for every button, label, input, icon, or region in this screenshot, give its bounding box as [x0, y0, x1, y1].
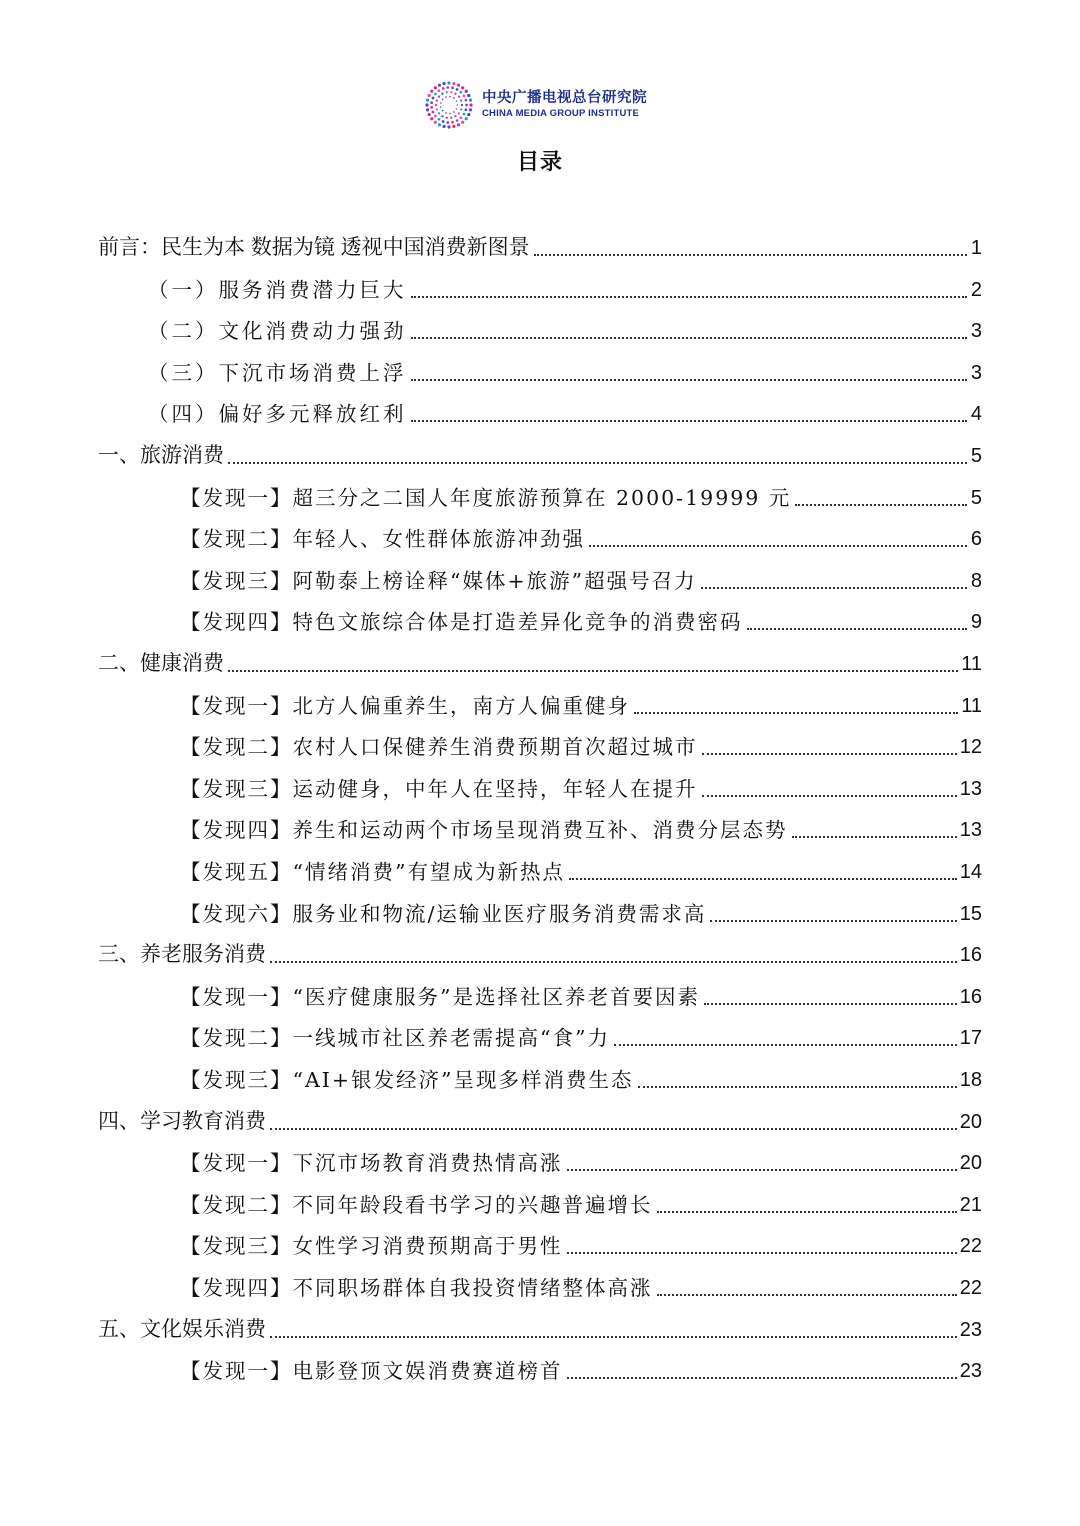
toc-dot-leader: [747, 628, 968, 630]
cmg-logo-icon: [424, 80, 474, 130]
toc-section-entry[interactable]: [98, 1307, 982, 1347]
toc-page-number: 11: [961, 653, 982, 675]
toc-section-entry[interactable]: [98, 433, 982, 473]
logo-name-en: CHINA MEDIA GROUP INSTITUTE: [482, 108, 640, 119]
toc-page-number: 6: [970, 528, 982, 551]
toc-page-number: 12: [959, 736, 982, 759]
toc-finding-entry[interactable]: [180, 891, 982, 931]
toc-entry-title: 【发现一】下沉市场教育消费热情高涨: [180, 1151, 563, 1176]
toc-entry-title: 【发现三】运动健身，中年人在坚持，年轻人在提升: [180, 776, 698, 801]
toc-dot-leader: [657, 1211, 957, 1213]
toc-finding-entry[interactable]: [180, 558, 982, 598]
toc-page-number: 20: [959, 1152, 982, 1175]
toc-finding-entry[interactable]: [180, 683, 982, 723]
toc-entry-title: （四）偏好多元释放红利: [148, 402, 407, 427]
toc-entry-title: 【发现二】年轻人、女性群体旅游冲劲强: [180, 527, 585, 552]
toc-dot-leader: [567, 1377, 957, 1379]
toc-dot-leader: [228, 670, 958, 672]
toc-dot-leader: [704, 1003, 957, 1005]
toc-subsection-entry[interactable]: [148, 350, 982, 390]
header-logo: [424, 80, 647, 130]
toc-section-entry[interactable]: [98, 225, 982, 265]
toc-entry-title: 【发现四】养生和运动两个市场呈现消费互补、消费分层态势: [180, 818, 788, 843]
toc-finding-entry[interactable]: [180, 1348, 982, 1388]
toc-entry-title: 【发现三】“AI+银发经济”呈现多样消费生态: [180, 1068, 634, 1092]
logo-text: [482, 90, 647, 120]
toc-finding-entry[interactable]: [180, 807, 982, 847]
toc-page-number: 13: [959, 777, 982, 800]
toc-dot-leader: [710, 920, 956, 922]
toc-page-number: 21: [959, 1193, 982, 1216]
toc-entry-title: 【发现三】女性学习消费预期高于男性: [180, 1234, 563, 1259]
toc-dot-leader: [270, 961, 957, 963]
toc-page-number: 5: [970, 445, 982, 467]
toc-entry-title: 【发现三】阿勒泰上榜诠释“媒体+旅游”超强号召力: [180, 568, 697, 593]
toc-dot-leader: [534, 254, 967, 256]
toc-subsection-entry[interactable]: [148, 308, 982, 348]
toc-entry-title: 【发现一】电影登顶文娱消费赛道榜首: [180, 1359, 563, 1384]
toc-entry-title: 【发现六】服务业和物流/运输业医疗服务消费需求高: [180, 901, 707, 926]
toc-dot-leader: [567, 1252, 957, 1254]
toc-finding-entry[interactable]: [180, 766, 982, 806]
toc-finding-entry[interactable]: [180, 1057, 982, 1097]
toc-page-number: 18: [959, 1069, 982, 1091]
toc-entry-title: 【发现二】农村人口保健养生消费预期首次超过城市: [180, 735, 698, 760]
toc-entry-title: 前言：民生为本 数据为镜 透视中国消费新图景: [98, 236, 530, 259]
toc-entry-title: 【发现五】“情绪消费”有望成为新热点: [180, 860, 565, 884]
toc-page-number: 2: [970, 278, 982, 301]
toc-entry-title: 一、旅游消费: [98, 444, 224, 467]
toc-dot-leader: [701, 587, 967, 589]
toc-page-number: 11: [961, 694, 982, 717]
toc-entry-title: （一）服务消费潜力巨大: [148, 277, 407, 302]
toc-page-number: 14: [959, 861, 982, 883]
toc-finding-entry[interactable]: [180, 475, 982, 515]
toc-dot-leader: [702, 795, 957, 797]
toc-page-number: 5: [970, 486, 982, 509]
toc-section-entry[interactable]: [98, 641, 982, 681]
toc-dot-leader: [792, 836, 957, 838]
toc-dot-leader: [411, 296, 968, 298]
toc-dot-leader: [411, 379, 968, 381]
toc-entry-title: （三）下沉市场消费上浮: [148, 360, 407, 385]
toc-entry-title: 【发现一】超三分之二国人年度旅游预算在 2000-19999 元: [180, 485, 792, 510]
toc-finding-entry[interactable]: [180, 1015, 982, 1055]
toc-entry-title: 【发现二】不同年龄段看书学习的兴趣普遍增长: [180, 1192, 653, 1217]
toc-page-number: 9: [970, 611, 982, 634]
toc-page-number: 16: [959, 944, 982, 967]
toc-page-number: 1: [970, 237, 982, 259]
toc-entry-title: 五、文化娱乐消费: [98, 1317, 266, 1341]
toc-entry-title: 【发现二】一线城市社区养老需提高“食”力: [180, 1026, 610, 1051]
toc-section-entry[interactable]: [98, 1099, 982, 1139]
toc-page-number: 13: [959, 819, 982, 842]
toc-page-number: 22: [959, 1235, 982, 1258]
toc-finding-entry[interactable]: [180, 724, 982, 764]
toc-entry-title: 【发现一】北方人偏重养生，南方人偏重健身: [180, 693, 630, 718]
toc-subsection-entry[interactable]: [148, 391, 982, 431]
toc-finding-entry[interactable]: [180, 1140, 982, 1180]
toc-page-number: 3: [970, 361, 982, 384]
toc-dot-leader: [270, 1336, 957, 1338]
toc-dot-leader: [589, 545, 967, 547]
toc-dot-leader: [411, 337, 968, 339]
toc-page-number: 23: [959, 1318, 982, 1341]
toc-entry-title: 四、学习教育消费: [98, 1109, 266, 1133]
toc-finding-entry[interactable]: [180, 1223, 982, 1263]
toc-page-number: 22: [959, 1277, 982, 1299]
toc-entry-title: 【发现一】“医疗健康服务”是选择社区养老首要因素: [180, 984, 700, 1009]
toc-finding-entry[interactable]: [180, 849, 982, 889]
toc-dot-leader: [567, 1169, 957, 1171]
toc-entry-title: 三、养老服务消费: [98, 943, 266, 967]
toc-finding-entry[interactable]: [180, 1182, 982, 1222]
toc-page-number: 16: [959, 985, 982, 1008]
toc-entry-title: 【发现四】特色文旅综合体是打造差异化竞争的消费密码: [180, 610, 743, 635]
toc-dot-leader: [702, 753, 957, 755]
toc-dot-leader: [270, 1128, 957, 1130]
logo-name-cn: 中央广播电视总台研究院: [482, 90, 647, 106]
page-title: 目录: [516, 149, 563, 174]
toc-dot-leader: [795, 504, 967, 506]
toc-dot-leader: [228, 462, 967, 464]
toc-finding-entry[interactable]: [180, 599, 982, 639]
toc-entry-title: 【发现四】不同职场群体自我投资情绪整体高涨: [180, 1276, 653, 1300]
toc-dot-leader: [411, 420, 968, 422]
toc-entry-title: 二、健康消费: [98, 652, 224, 675]
toc-page-number: 8: [970, 569, 982, 592]
toc-page-number: 3: [970, 320, 982, 343]
toc-finding-entry[interactable]: [180, 1265, 982, 1305]
toc-dot-leader: [638, 1086, 957, 1088]
toc-entry-title: （二）文化消费动力强劲: [148, 319, 407, 344]
toc-finding-entry[interactable]: [180, 516, 982, 556]
toc-dot-leader: [657, 1294, 957, 1296]
toc-dot-leader: [614, 1044, 957, 1046]
toc-dot-leader: [634, 712, 958, 714]
toc-dot-leader: [569, 878, 957, 880]
toc-page-number: 17: [959, 1027, 982, 1050]
toc-page-number: 4: [970, 403, 982, 426]
toc-page-number: 23: [959, 1360, 982, 1383]
toc-page-number: 20: [959, 1110, 982, 1133]
toc-page-number: 15: [959, 902, 982, 925]
toc-finding-entry[interactable]: [180, 974, 982, 1014]
toc-section-entry[interactable]: [98, 932, 982, 972]
toc-subsection-entry[interactable]: [148, 267, 982, 307]
